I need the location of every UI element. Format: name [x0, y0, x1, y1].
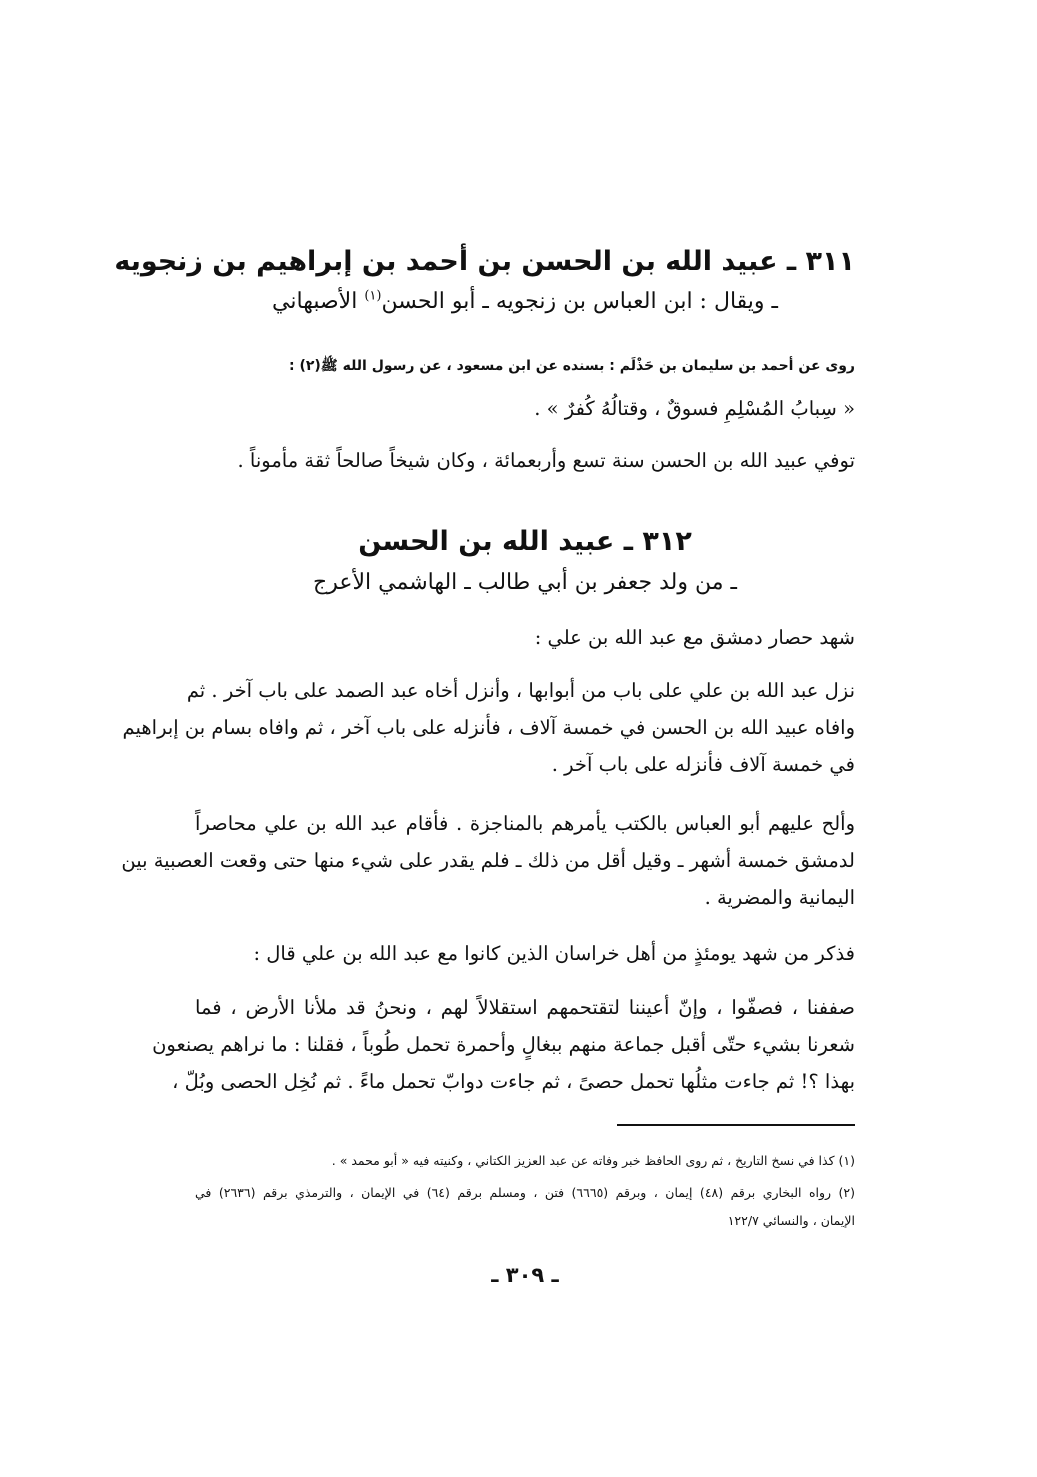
footnote-1: (١) كذا في نسخ التاريخ ، ثم روى الحافظ خبر وفاته عن عبد العزيز الكتاني ، وكنيته فيه « أبو محمد » .	[331, 1153, 855, 1168]
entry-311-hadith-text: « سِبابُ المُسْلِمِ فسوقٌ ، وقتالُهُ كُفرٌ » .	[534, 397, 855, 420]
entry-312-heading: ٣١٢ ـ عبيد الله بن الحسن	[358, 526, 692, 557]
entry-312-subtitle: ـ من ولد جعفر بن أبي طالب ـ الهاشمي الأعرج	[313, 570, 737, 595]
entry-311-narration: روى عن أحمد بن سليمان بن حَذْلَم : بسنده عن ابن مسعود ، عن رسول الله ﷺ(٢) :	[288, 358, 855, 374]
entry-311-death-note: توفي عبيد الله بن الحسن سنة تسع وأربعمائة ، وكان شيخاً صالحاً ثقة مأموناً .	[237, 449, 855, 472]
paragraph-3-line-1: وألح عليهم أبو العباس بالكتب يأمرهم بالمناجزة . فأقام عبد الله بن علي محاصراً	[195, 812, 855, 835]
page-number: ـ ٣٠٩ ـ	[491, 1263, 559, 1287]
paragraph-3-line-3: اليمانية والمضرية .	[704, 886, 855, 909]
footnote-2-line-2: الإيمان ، والنسائي ١٢٢/٧	[727, 1213, 855, 1228]
paragraph-3-line-2: لدمشق خمسة أشهر ـ وقيل أقل من ذلك ـ فلم يقدر على شيء منها حتى وقعت العصبية بين	[121, 849, 855, 872]
entry-311-subtitle	[195, 284, 855, 320]
paragraph-5-line-1: صففنا ، فصفّوا ، وإنّ أعيننا لتقتحمهم استقلالاً لهم ، ونحنُ قد ملأنا الأرض ، فما	[195, 996, 855, 1019]
paragraph-2-line-3: في خمسة آلاف فأنزله على باب آخر .	[551, 753, 855, 776]
book-page	[114, 0, 855, 1477]
paragraph-4-line-1: فذكر من شهد يومئذٍ من أهل خراسان الذين كانوا مع عبد الله بن علي قال :	[253, 942, 855, 965]
entry-311-nisba: الأصبهاني	[272, 289, 365, 314]
entry-311-subtitle-text: ـ ويقال : ابن العباس بن زنجويه ـ أبو الحسن	[381, 289, 778, 314]
paragraph-1-line-1: شهد حصار دمشق مع عبد الله بن علي :	[534, 626, 855, 649]
footnote-2-line-1: (٢) رواه البخاري برقم (٤٨) إيمان ، وبرقم (٦٦٦٥) فتن ، ومسلم برقم (٦٤) في الإيمان ، والترمذي برقم (٢٦٣٦) في	[195, 1185, 855, 1200]
paragraph-5-line-2: شعرنا بشيء حتّى أقبل جماعة منهم ببغالٍ وأحمرة تحمل طُوباً ، فقلنا : ما نراهم يصنعون	[152, 1033, 855, 1056]
footnote-separator	[617, 1124, 855, 1126]
paragraph-5-line-3: بهذا ؟! ثم جاءت مثلُها تحمل حصىً ، ثم جاءت دوابّ تحمل ماءً . ثم نُخِل الحصى وبُلّ ،	[172, 1070, 855, 1093]
footnote-marker-1: (١)	[364, 288, 382, 304]
paragraph-2-line-2: وافاه عبيد الله بن الحسن في خمسة آلاف ، فأنزله على باب آخر ، ثم وافاه بسام بن إبراهيم	[122, 716, 855, 739]
entry-311-heading: ٣١١ ـ عبيد الله بن الحسن بن أحمد بن إبراهيم بن زنجويه	[114, 246, 855, 277]
paragraph-2-line-1: نزل عبد الله بن علي على باب من أبوابها ، وأنزل أخاه عبد الصمد على باب آخر . ثم	[186, 679, 855, 702]
